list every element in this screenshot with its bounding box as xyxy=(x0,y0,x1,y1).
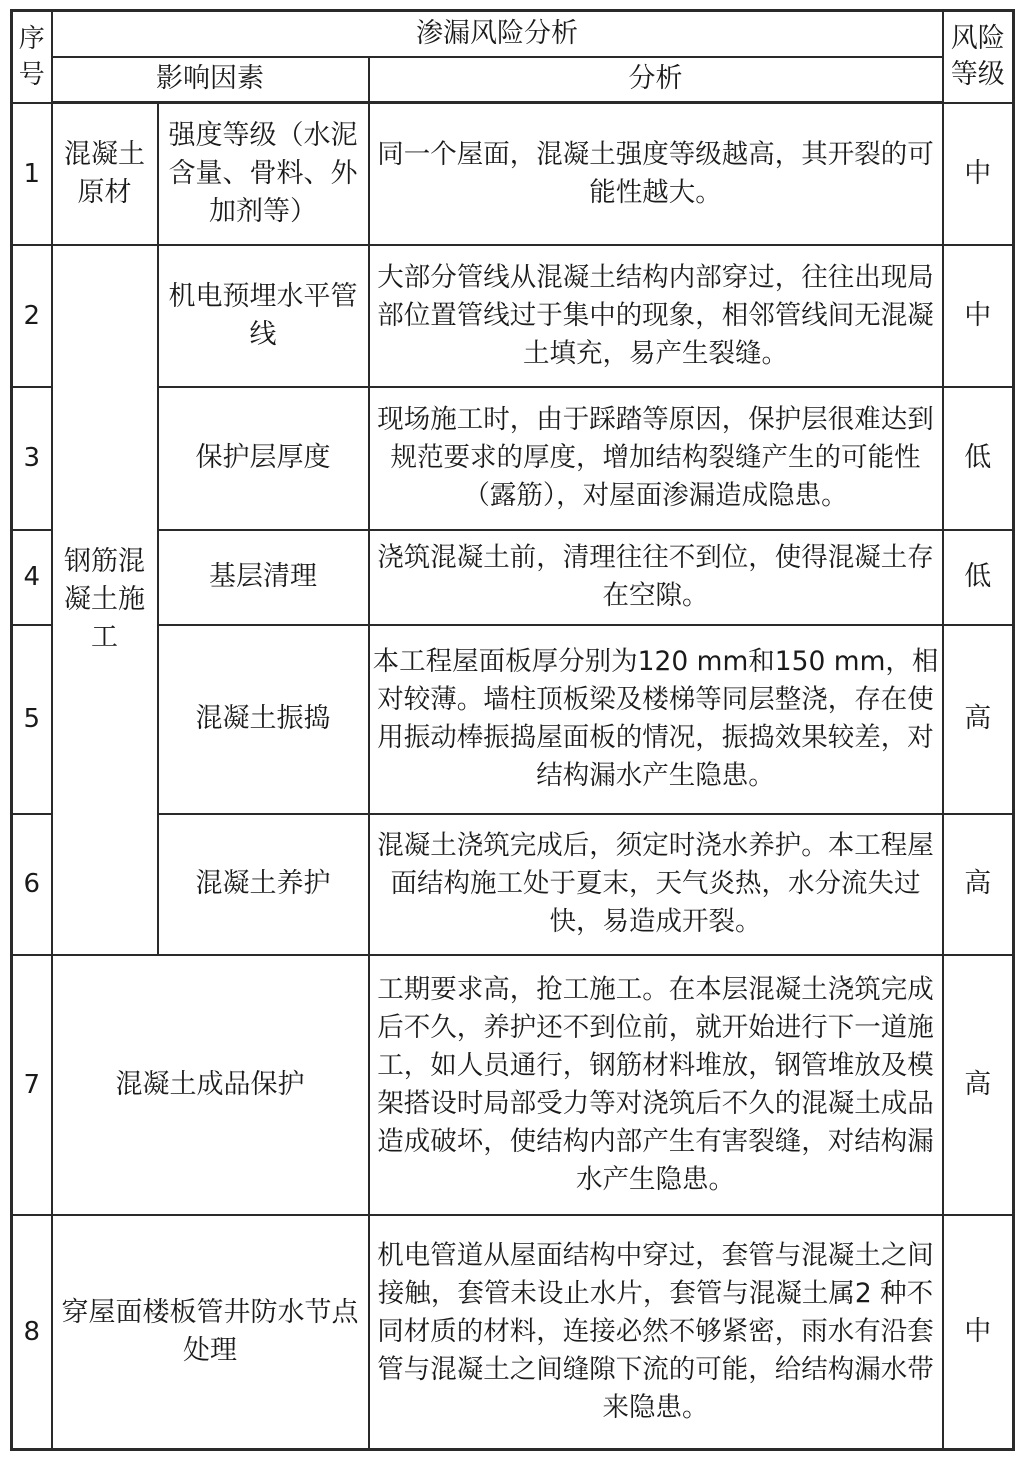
header-row-2 xyxy=(12,57,1014,103)
row-factor: 混凝土振捣 xyxy=(158,625,369,814)
table-row xyxy=(12,103,1014,245)
table-row xyxy=(12,387,1014,530)
row-seq: 8 xyxy=(12,1215,52,1450)
table-row xyxy=(12,530,1014,625)
header-risk-level: 风险等级 xyxy=(943,11,1014,103)
row-analysis: 浇筑混凝土前，清理往往不到位，使得混凝土存在空隙。 xyxy=(369,530,943,625)
row-analysis: 工期要求高，抢工施工。在本层混凝土浇筑完成后不久，养护还不到位前，就开始进行下一道施工，如人员通行，钢筋材料堆放，钢管堆放及模架搭设时局部受力等对浇筑后不久的混凝土成品造成破坏，使结构内部产生有害裂缝，对结构漏水产生隐患。 xyxy=(369,955,943,1215)
row-factor: 穿屋面楼板管井防水节点处理 xyxy=(52,1215,369,1450)
row-factor: 保护层厚度 xyxy=(158,387,369,530)
row-factor: 混凝土成品保护 xyxy=(52,955,369,1215)
row-factor: 强度等级（水泥含量、骨料、外加剂等） xyxy=(158,103,369,245)
row-risk: 高 xyxy=(943,625,1014,814)
row-risk: 低 xyxy=(943,530,1014,625)
row-analysis: 本工程屋面板厚分别为120 mm和150 mm，相对较薄。墙柱顶板梁及楼梯等同层整浇，存在使用振动棒振捣屋面板的情况，振捣效果较差，对结构漏水产生隐患。 xyxy=(369,625,943,814)
row-factor: 基层清理 xyxy=(158,530,369,625)
header-analysis-group: 渗漏风险分析 xyxy=(52,11,943,57)
merged-category-rebar-concrete: 钢筋混凝土施工 xyxy=(52,245,158,955)
row-factor: 混凝土养护 xyxy=(158,814,369,955)
table-row xyxy=(12,1215,1014,1450)
row-seq: 4 xyxy=(12,530,52,625)
header-analysis: 分析 xyxy=(369,57,943,103)
table-row xyxy=(12,245,1014,387)
row-seq: 3 xyxy=(12,387,52,530)
row-risk: 低 xyxy=(943,387,1014,530)
row-category: 混凝土原材 xyxy=(52,103,158,245)
row-analysis: 混凝土浇筑完成后，须定时浇水养护。本工程屋面结构施工处于夏末，天气炎热，水分流失过快，易造成开裂。 xyxy=(369,814,943,955)
row-risk: 中 xyxy=(943,103,1014,245)
table-row xyxy=(12,955,1014,1215)
row-risk: 中 xyxy=(943,245,1014,387)
row-risk: 中 xyxy=(943,1215,1014,1450)
header-row-1 xyxy=(12,11,1014,57)
row-factor: 机电预埋水平管线 xyxy=(158,245,369,387)
row-seq: 1 xyxy=(12,103,52,245)
row-analysis: 大部分管线从混凝土结构内部穿过，往往出现局部位置管线过于集中的现象，相邻管线间无混凝土填充，易产生裂缝。 xyxy=(369,245,943,387)
row-risk: 高 xyxy=(943,955,1014,1215)
row-analysis: 机电管道从屋面结构中穿过，套管与混凝土之间接触，套管未设止水片，套管与混凝土属2 种不同材质的材料，连接必然不够紧密，雨水有沿套管与混凝土之间缝隙下流的可能，给结构漏水带来隐患。 xyxy=(369,1215,943,1450)
row-seq: 7 xyxy=(12,955,52,1215)
table-row xyxy=(12,625,1014,814)
row-seq: 6 xyxy=(12,814,52,955)
row-analysis: 同一个屋面，混凝土强度等级越高，其开裂的可能性越大。 xyxy=(369,103,943,245)
row-seq: 2 xyxy=(12,245,52,387)
table-row xyxy=(12,814,1014,955)
header-seq: 序号 xyxy=(12,11,52,103)
row-risk: 高 xyxy=(943,814,1014,955)
row-seq: 5 xyxy=(12,625,52,814)
header-factor: 影响因素 xyxy=(52,57,369,103)
row-analysis: 现场施工时，由于踩踏等原因，保护层很难达到规范要求的厚度，增加结构裂缝产生的可能性（露筋），对屋面渗漏造成隐患。 xyxy=(369,387,943,530)
risk-analysis-table xyxy=(10,9,1015,1451)
